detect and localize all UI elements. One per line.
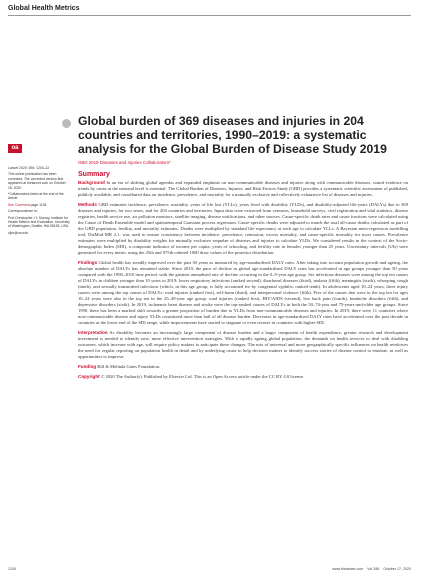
collaborators-note: *Collaborators listed at the end of the Article (8, 192, 64, 201)
methods-label: Methods (78, 202, 97, 207)
copyright-text: © 2020 The Author(s). Published by Elsevier Ltd. This is an Open Access article under the CC BY 4.0 license. (100, 374, 305, 379)
comment-pages: page 1135 (30, 202, 47, 207)
correspondence-label: Correspondence to: (8, 209, 38, 214)
header-rule (8, 15, 411, 16)
correspondence-email[interactable]: cjlm@uw.edu (8, 230, 29, 235)
interpretation-label: Interpretation (78, 330, 108, 335)
copyright-paragraph (78, 374, 408, 380)
methods-text: GBD estimates incidence, prevalence, mortality, years of life lost (YLLs), years lived with disability (YLDs), and disability-adjusted life-years (DALYs) due to 369 diseases and injuries, for two sexes, and for 204 countries and territories. Input data were extracted from censuses, household surveys, civil registration and vital statistics, disease registries, health service use, air pollution monitors, satellite imaging, disease notifications, and other sources. Cause-specific death rates and cause fractions were calculated using the Cause of Death Ensemble model and spatiotemporal Gaussian process regression. Cause-specific deaths were adjusted to match the total all-cause deaths calculated as part of the GBD population, fertility, and mortality estimates. Deaths were multiplied by standard life expectancy at each age to calculate YLLs. A Bayesian meta-regression modelling tool, DisMod-MR 2.1, was used to ensure consistency between incidence, prevalence, remission, excess mortality, and cause-specific mortality for most causes. Prevalence estimates were multiplied by disability weights for mutually exclusive sequelae of diseases and injuries to calculate YLDs. We considered results in the context of the Socio-demographic Index (SDI), a composite indicator of income per capita, years of schooling, and fertility rate in females younger than 25 years. Uncertainty intervals (UIs) were generated for every metric using the 25th and 975th ordered 1000 draw values of the posterior distribution. (78, 202, 408, 255)
page-footer (329, 567, 411, 571)
findings-label: Findings (78, 260, 98, 265)
abstract-body (78, 180, 408, 384)
comment-reference (8, 203, 70, 207)
article-title: Global burden of 369 diseases and injuries in 204 countries and territories, 1990–2019: a systematic analysis for the Global Burden of Disease Study 2019 (78, 114, 387, 156)
funding-text: Bill & Melinda Gates Foundation. (97, 364, 161, 369)
comment-label[interactable]: See Comment (8, 202, 30, 207)
correspondence-address: Prof Christopher J L Murray, Institute for Health Metrics and Evaluation, University of Washington, Seattle, WA 98195, USA (8, 215, 70, 229)
methods-paragraph (78, 202, 408, 256)
funding-label: Funding (78, 364, 97, 369)
article-sidebar (8, 166, 70, 237)
citation: Lancet 2020; 396: 1204–22 (8, 166, 50, 170)
footer-volume: Vol 396 (367, 567, 380, 571)
copyright-label: Copyright (78, 374, 100, 379)
author-list-link[interactable]: GBD 2019 Diseases and Injuries Collaborators* (78, 160, 171, 165)
correction-note: This online publication has been corrected. The corrected version first appeared at thelancet.com on October 15, 2020 (8, 172, 66, 190)
crossmark-icon[interactable] (62, 119, 71, 128)
background-text: In an era of shifting global agendas and expanded emphasis on non-communicable diseases and injuries along with communicable diseases, sound evidence on trends by cause at the national level is essential. The Global Burden of Diseases, Injuries, and Risk Factors Study (GBD) provides a systematic scientific assessment of published, publicly available, and contributed data on incidence, prevalence, and mortality for a mutually exclusive and collectively exhaustive list of diseases and injuries. (78, 180, 408, 197)
summary-heading: Summary (78, 171, 110, 178)
background-label: Background (78, 180, 105, 185)
findings-text: Global health has steadily improved over the past 30 years as measured by age-standardised DALY rates. After taking into account population growth and ageing, the absolute number of DALYs has remained stable. Since 2010, the pace of decline in global age-standardised DALY rates has accelerated in age groups younger than 50 years compared with the 1990–2010 time period, with the greatest annualised rate of decline occurring in the 0–9-year age group. Six infectious diseases were among the top ten causes of DALYs in children younger than 10 years in 2019: lower respiratory infections (ranked second), diarrhoeal diseases (third), malaria (fifth), meningitis (sixth), whooping cough (ninth), and sexually transmitted infections (which, in this age group, is fully accounted for by congenital syphilis; ranked tenth). In adolescents aged 10–24 years, three injury causes were among the top causes of DALYs: road injuries (ranked first), self-harm (third), and interpersonal violence (fifth). Five of the causes that were in the top ten for ages 10–24 years were also in the top ten in the 25–49-year age group: road injuries (ranked first), HIV/AIDS (second), low back pain (fourth), headache disorders (fifth), and depressive disorders (sixth). In 2019, ischaemic heart disease and stroke were the top-ranked causes of DALYs in both the 50–74-year and 75-years-and-older age groups. Since 1990, there has been a marked shift towards a greater proportion of burden due to YLDs from non-communicable diseases and injuries. In 2019, there were 11 countries where non-communicable disease and injury YLDs constituted more than half of all disease burden. Decreases in age-standardised DALY rates have accelerated over the past decade in countries at the lower end of the SDI range, while improvements have started to stagnate or even reverse in countries with higher SDI. (78, 260, 408, 325)
findings-paragraph (78, 260, 408, 326)
open-access-badge: oa (8, 144, 22, 153)
footer-site-link[interactable]: www.thelancet.com (332, 567, 364, 571)
funding-paragraph (78, 364, 408, 370)
footer-date: October 17, 2020 (383, 567, 411, 571)
page-number: 1204 (8, 567, 16, 571)
interpretation-text: As disability becomes an increasingly large component of disease burden and a larger component of health expenditure, greater research and development investment is needed to identify new, more effective intervention strategies. With a rapidly ageing global population, the demands on health services to deal with disabling outcomes, which increase with age, will require policy makers to anticipate these changes. The mix of universal and more geographically specific influences on health reinforces the need for regular reporting on population health in detail and by underlying cause to help decision makers to identify success stories of disease control to emulate, as well as opportunities to improve. (78, 330, 408, 359)
background-paragraph (78, 180, 408, 198)
journal-section-title: Global Health Metrics (8, 5, 80, 12)
interpretation-paragraph (78, 330, 408, 360)
